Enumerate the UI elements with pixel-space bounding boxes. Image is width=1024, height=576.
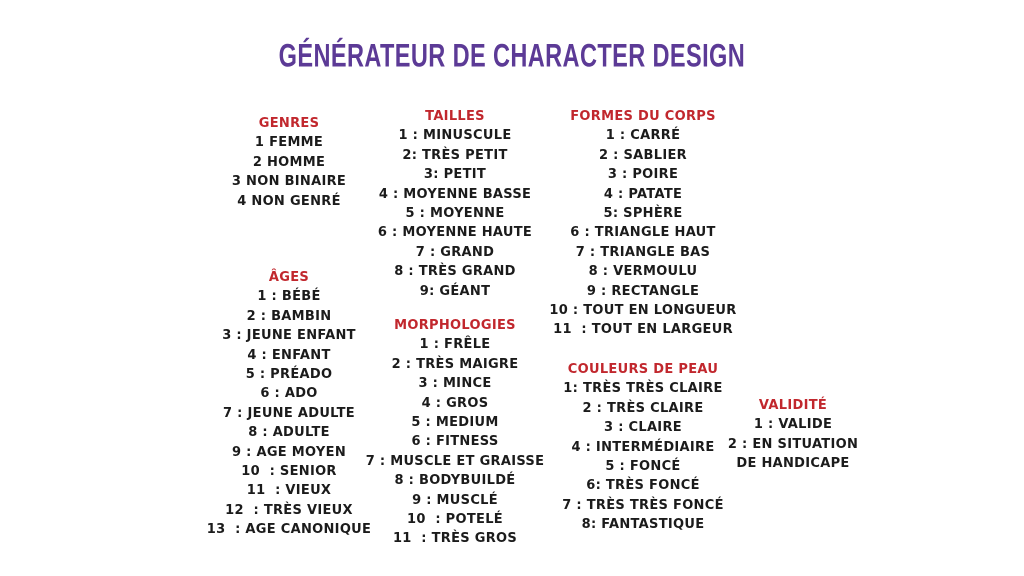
list-item: 2 : BAMBIN <box>246 308 332 324</box>
list-item: 5 : FONCÉ <box>605 459 681 475</box>
list-item: 9 : AGE MOYEN <box>231 444 347 460</box>
list-item: 10 : POTELÉ <box>407 512 503 528</box>
list-item: 7 : TRÈS TRÈS FONCÉ <box>562 497 724 513</box>
formes-du-corps-header: FORMES DU CORPS <box>570 109 716 124</box>
list-item: 5 : PRÉADO <box>245 367 333 383</box>
list-item: 2: TRÈS PETIT <box>402 147 508 163</box>
page-title: GÉNÉRATEUR DE CHARACTER DESIGN <box>278 37 746 74</box>
list-item: 3 : MINCE <box>418 376 492 392</box>
list-item: 5 : MEDIUM <box>411 415 499 431</box>
list-item: 2 HOMME <box>252 154 326 170</box>
list-item: 4 : PATATE <box>603 186 683 202</box>
list-item: 4 : GROS <box>421 395 489 411</box>
list-item: DE HANDICAPE <box>736 456 850 472</box>
list-item: 8 : VERMOULU <box>588 264 698 280</box>
list-item: 12 : TRÈS VIEUX <box>225 502 353 518</box>
list-item: 2 : EN SITUATION <box>727 436 859 452</box>
list-item: 6 : MOYENNE HAUTE <box>377 225 533 241</box>
morphologies-header: MORPHOLOGIES <box>394 318 516 333</box>
list-item: 2 : SABLIER <box>599 147 687 163</box>
list-item: 1 : MINUSCULE <box>398 128 512 144</box>
list-item: 5: SPHÈRE <box>603 206 683 222</box>
list-item: 2 : TRÈS CLAIRE <box>582 400 704 416</box>
list-item: 2 : TRÈS MAIGRE <box>391 356 519 372</box>
list-item: 7 : GRAND <box>415 244 495 260</box>
list-item: 13 : AGE CANONIQUE <box>206 522 372 538</box>
list-item: 11 : TOUT EN LARGEUR <box>553 322 733 338</box>
list-item: 10 : TOUT EN LONGUEUR <box>549 303 737 319</box>
list-item: 10 : SENIOR <box>241 464 337 480</box>
list-item: 8 : ADULTE <box>248 425 330 441</box>
list-item: 3 : CLAIRE <box>604 420 682 436</box>
list-item: 9 : MUSCLÉ <box>412 492 498 508</box>
list-item: 4 : MOYENNE BASSE <box>378 186 532 202</box>
list-item: 3: PETIT <box>423 167 487 183</box>
list-item: 1 : BÉBÉ <box>257 289 321 305</box>
list-item: 6: TRÈS FONCÉ <box>586 478 700 494</box>
list-item: 4 NON GENRÉ <box>237 193 341 209</box>
list-item: 4 : INTERMÉDIAIRE <box>571 439 715 455</box>
couleurs-de-peau-header: COULEURS DE PEAU <box>567 362 719 377</box>
list-item: 7 : MUSCLE ET GRAISSE <box>365 453 545 469</box>
formes-du-corps-list <box>533 126 753 339</box>
list-item: 7 : JEUNE ADULTE <box>223 405 355 421</box>
list-item: 9: GÉANT <box>419 283 491 299</box>
tailles-list <box>350 126 560 301</box>
list-item: 8 : TRÈS GRAND <box>394 264 516 280</box>
list-item: 1 : FRÊLE <box>419 337 491 353</box>
list-item: 6 : TRIANGLE HAUT <box>570 225 716 241</box>
list-item: 1: TRÈS TRÈS CLAIRE <box>563 381 723 397</box>
list-item: 3 : JEUNE ENFANT <box>222 328 356 344</box>
list-item: 4 : ENFANT <box>247 347 331 363</box>
page-header <box>0 38 1024 74</box>
validite-header: VALIDITÉ <box>758 398 828 413</box>
validite-list <box>708 415 878 473</box>
list-item: 6 : ADO <box>260 386 318 402</box>
list-item: 5 : MOYENNE <box>405 206 505 222</box>
list-item: 3 NON BINAIRE <box>231 174 347 190</box>
list-item: 7 : TRIANGLE BAS <box>575 244 711 260</box>
morphologies-section <box>345 316 565 549</box>
validite-section <box>708 396 878 474</box>
tailles-header: TAILLES <box>425 109 485 124</box>
tailles-section <box>350 107 560 301</box>
list-item: 1 : VALIDE <box>753 417 833 433</box>
list-item: 9 : RECTANGLE <box>586 283 700 299</box>
list-item: 1 : CARRÉ <box>605 128 681 144</box>
list-item: 8: FANTASTIQUE <box>581 517 705 533</box>
list-item: 11 : TRÈS GROS <box>392 531 518 547</box>
list-item: 8 : BODYBUILDÉ <box>394 473 516 489</box>
formes-du-corps-section <box>533 107 753 340</box>
morphologies-list <box>345 335 565 548</box>
list-item: 1 FEMME <box>254 135 324 151</box>
list-item: 6 : FITNESS <box>411 434 499 450</box>
list-item: 3 : POIRE <box>607 167 679 183</box>
list-item: 11 : VIEUX <box>246 483 332 499</box>
ages-header: ÂGES <box>268 270 310 285</box>
genres-header: GENRES <box>258 116 320 131</box>
